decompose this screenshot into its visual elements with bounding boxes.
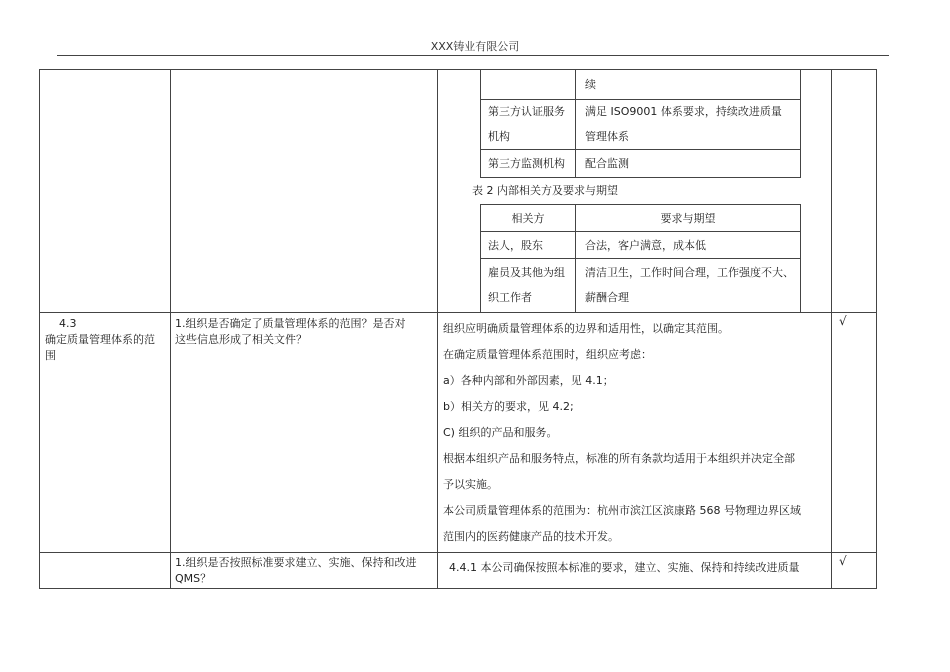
table-cell: 满足 ISO9001 体系要求，持续改进质量: [585, 105, 782, 118]
table-cell: 续: [585, 78, 596, 91]
header-title: XXX铸业有限公司: [430, 40, 520, 53]
table-header-cell: 要求与期望: [660, 212, 716, 225]
clause-title: 确定质量管理体系的范: [45, 333, 155, 346]
evidence-line: 本公司质量管理体系的范围为：杭州市滨江区滨康路 568 号物理边界区域: [443, 504, 801, 517]
table-cell: 法人，股东: [488, 239, 543, 252]
main-table: [39, 69, 877, 589]
table-header-cell: 相关方: [511, 212, 545, 225]
check-mark: √: [839, 554, 847, 568]
evidence-line: 予以实施。: [443, 478, 498, 491]
clause-title: 围: [45, 349, 56, 362]
evidence-line: b）相关方的要求，见 4.2;: [443, 400, 574, 413]
col-divider: [170, 69, 171, 589]
evidence-line: 组织应明确质量管理体系的边界和适用性，以确定其范围。: [443, 322, 729, 335]
evidence-line: a）各种内部和外部因素，见 4.1；: [443, 374, 614, 387]
inner-table-2: [480, 204, 801, 313]
table-cell: 合法，客户满意，成本低: [585, 239, 706, 252]
header-rule: [57, 55, 889, 56]
table-cell: 织工作者: [488, 291, 532, 304]
audit-question: 1.组织是否确定了质量管理体系的范围？是否对: [175, 317, 406, 330]
evidence-line: 根据本组织产品和服务特点，标准的所有条款均适用于本组织并决定全部: [443, 452, 795, 465]
inner-table-continued: [480, 69, 801, 178]
col-divider: [39, 69, 40, 589]
audit-question: 这些信息形成了相关文件？: [175, 333, 307, 346]
col-divider: [831, 69, 832, 589]
table-cell: 雇员及其他为组: [488, 266, 565, 279]
evidence-line: 在确定质量管理体系范围时，组织应考虑：: [443, 348, 652, 361]
col-divider: [437, 69, 438, 589]
check-mark: √: [839, 314, 847, 328]
evidence-line: 范围内的医药健康产品的技术开发。: [443, 530, 619, 543]
audit-question: 1.组织是否按照标准要求建立、实施、保持和改进: [175, 556, 417, 569]
clause-number: 4.3: [59, 317, 77, 330]
table-cell: 第三方认证服务: [488, 105, 565, 118]
table2-caption: 表 2 内部相关方及要求与期望: [472, 184, 618, 197]
table-cell: 配合监测: [585, 157, 629, 170]
row-divider: [39, 552, 877, 553]
table-cell: 第三方监测机构: [488, 157, 565, 170]
col-divider: [876, 69, 877, 589]
table-cell: 机构: [488, 130, 510, 143]
evidence-line: C) 组织的产品和服务。: [443, 426, 558, 439]
table-border-bottom: [39, 588, 877, 589]
audit-question: QMS？: [175, 572, 212, 585]
table-cell: 清洁卫生，工作时间合理，工作强度不大、: [585, 266, 794, 279]
evidence-line: 4.4.1 本公司确保按照本标准的要求，建立、实施、保持和持续改进质量: [449, 561, 800, 574]
table-cell: 管理体系: [585, 130, 629, 143]
table-cell: 薪酬合理: [585, 291, 629, 304]
